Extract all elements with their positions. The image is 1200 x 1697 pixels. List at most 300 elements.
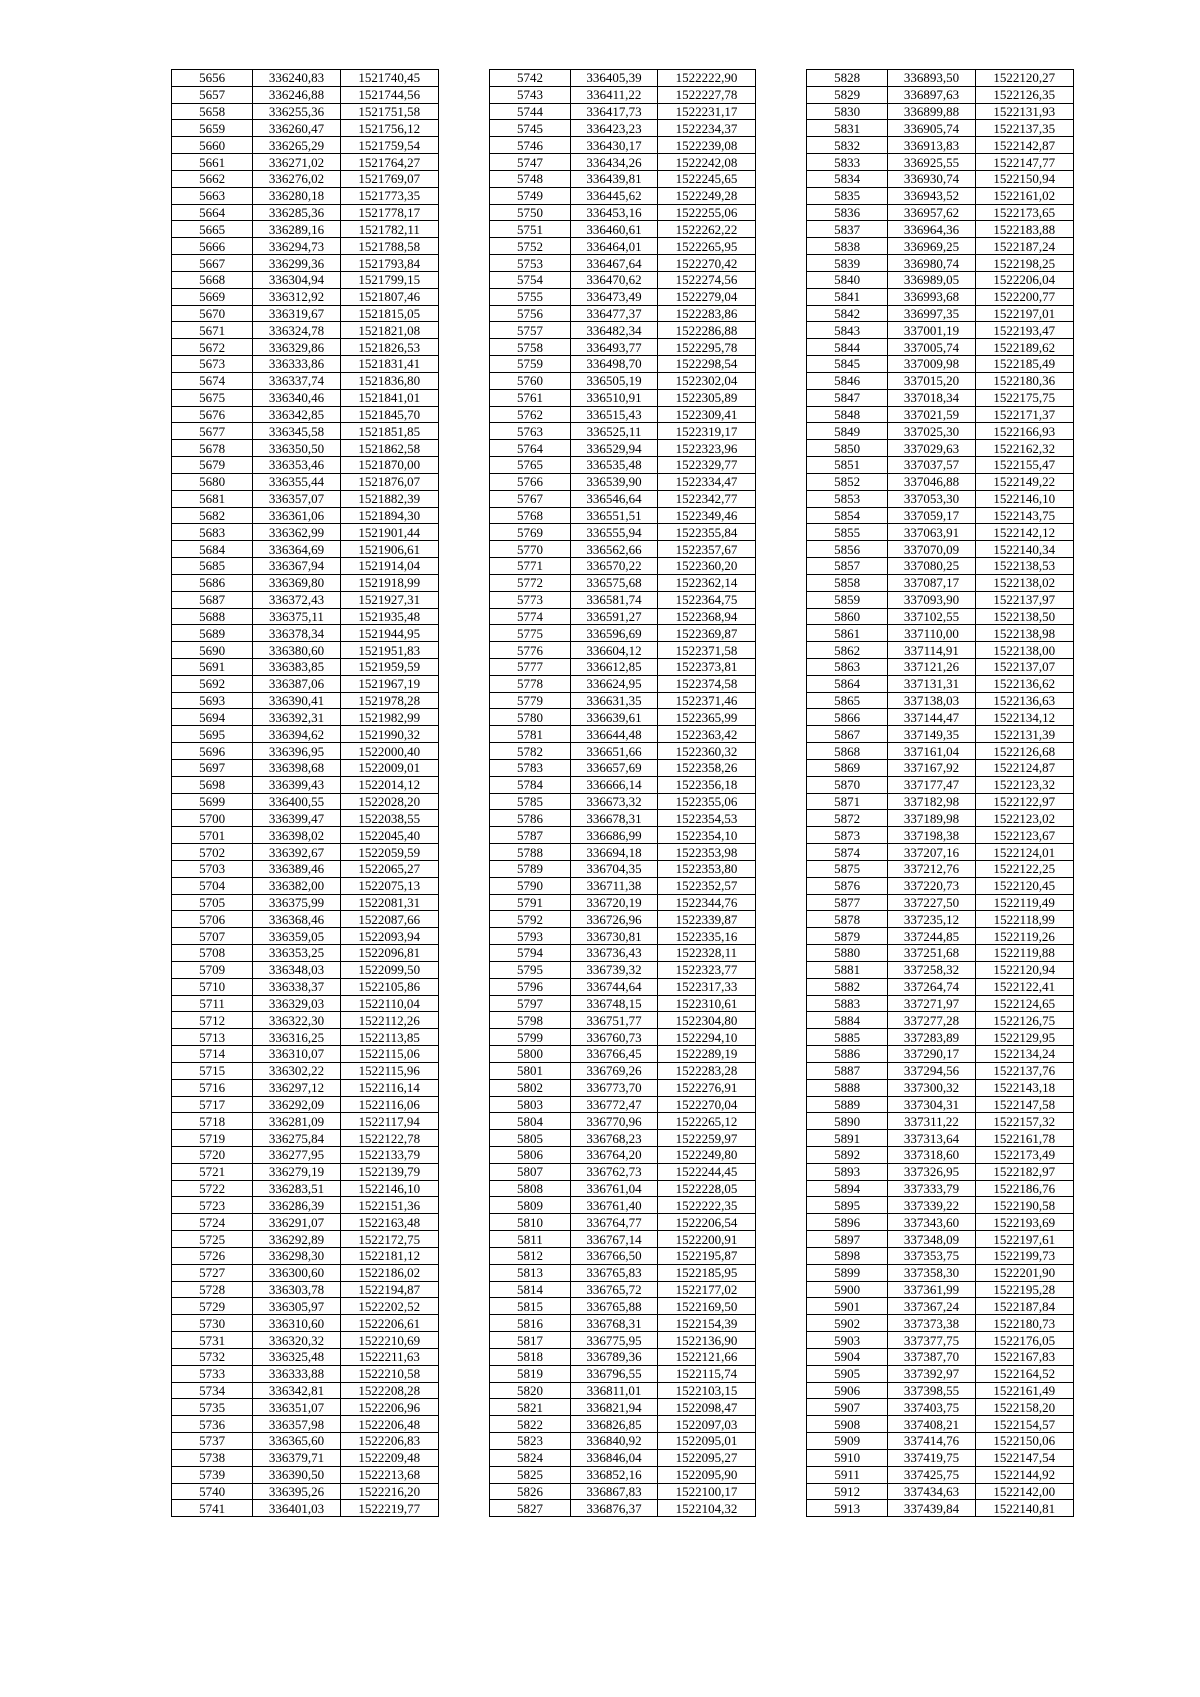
x-coordinate-cell: 337353,75 [888,1247,975,1264]
y-coordinate-cell: 1522117,94 [340,1113,438,1130]
y-coordinate-cell: 1522138,53 [975,558,1073,575]
table-row [490,1029,756,1046]
point-number-cell: 5750 [490,204,571,221]
x-coordinate-cell: 337087,17 [888,574,975,591]
x-coordinate-cell: 336345,58 [253,423,340,440]
x-coordinate-cell: 336493,77 [571,339,658,356]
x-coordinate-cell: 336390,50 [253,1466,340,1483]
point-number-cell: 5742 [490,70,571,87]
table-row [490,1264,756,1281]
table-row [807,625,1074,642]
table-row [807,1062,1074,1079]
x-coordinate-cell: 336467,64 [571,255,658,272]
point-number-cell: 5713 [172,1029,253,1046]
x-coordinate-cell: 336651,66 [571,743,658,760]
table-row [807,1399,1074,1416]
x-coordinate-cell: 336289,16 [253,221,340,238]
table-row [172,591,439,608]
y-coordinate-cell: 1522150,94 [975,170,1073,187]
x-coordinate-cell: 337361,99 [888,1281,975,1298]
x-coordinate-cell: 337177,47 [888,776,975,793]
y-coordinate-cell: 1522274,56 [658,271,756,288]
table-row [172,978,439,995]
table-row [172,221,439,238]
point-number-cell: 5785 [490,793,571,810]
table-row [807,1130,1074,1147]
x-coordinate-cell: 336460,61 [571,221,658,238]
x-coordinate-cell: 336852,16 [571,1466,658,1483]
point-number-cell: 5845 [807,356,888,373]
x-coordinate-cell: 337311,22 [888,1113,975,1130]
table-row [172,271,439,288]
table-row [172,1500,439,1517]
table-row [490,625,756,642]
table-row [490,1315,756,1332]
y-coordinate-cell: 1522304,80 [658,1012,756,1029]
table-row [490,1231,756,1248]
x-coordinate-cell: 337110,00 [888,625,975,642]
point-number-cell: 5685 [172,558,253,575]
x-coordinate-cell: 336342,81 [253,1382,340,1399]
point-number-cell: 5762 [490,406,571,423]
point-number-cell: 5813 [490,1264,571,1281]
point-number-cell: 5840 [807,271,888,288]
point-number-cell: 5823 [490,1433,571,1450]
table-body [807,70,1074,1517]
table-row [172,844,439,861]
point-number-cell: 5749 [490,187,571,204]
table-row [490,473,756,490]
y-coordinate-cell: 1522119,26 [975,928,1073,945]
y-coordinate-cell: 1522118,99 [975,911,1073,928]
y-coordinate-cell: 1522209,48 [340,1449,438,1466]
y-coordinate-cell: 1521773,35 [340,187,438,204]
y-coordinate-cell: 1522134,24 [975,1046,1073,1063]
x-coordinate-cell: 337377,75 [888,1332,975,1349]
x-coordinate-cell: 337408,21 [888,1416,975,1433]
table-row [807,945,1074,962]
x-coordinate-cell: 336369,80 [253,574,340,591]
table-row [172,776,439,793]
x-coordinate-cell: 336362,99 [253,524,340,541]
y-coordinate-cell: 1522075,13 [340,877,438,894]
table-row [807,473,1074,490]
table-row [807,356,1074,373]
y-coordinate-cell: 1522147,77 [975,154,1073,171]
y-coordinate-cell: 1522190,58 [975,1197,1073,1214]
table-row [490,423,756,440]
table-row [807,322,1074,339]
table-row [807,1382,1074,1399]
y-coordinate-cell: 1522360,20 [658,558,756,575]
point-number-cell: 5892 [807,1147,888,1164]
x-coordinate-cell: 337343,60 [888,1214,975,1231]
y-coordinate-cell: 1522162,32 [975,440,1073,457]
table-row [807,440,1074,457]
point-number-cell: 5812 [490,1247,571,1264]
y-coordinate-cell: 1522038,55 [340,810,438,827]
y-coordinate-cell: 1522138,00 [975,642,1073,659]
y-coordinate-cell: 1522028,20 [340,793,438,810]
x-coordinate-cell: 336666,14 [571,776,658,793]
table-row [172,204,439,221]
table-row [490,1449,756,1466]
point-number-cell: 5760 [490,372,571,389]
table-row [490,1399,756,1416]
point-number-cell: 5774 [490,608,571,625]
table-row [490,271,756,288]
y-coordinate-cell: 1522137,35 [975,120,1073,137]
y-coordinate-cell: 1522161,49 [975,1382,1073,1399]
x-coordinate-cell: 336276,02 [253,170,340,187]
table-row [490,120,756,137]
point-number-cell: 5715 [172,1062,253,1079]
table-row [490,187,756,204]
point-number-cell: 5831 [807,120,888,137]
y-coordinate-cell: 1522352,57 [658,877,756,894]
table-row [172,1130,439,1147]
x-coordinate-cell: 336302,22 [253,1062,340,1079]
table-row [490,1180,756,1197]
y-coordinate-cell: 1522197,61 [975,1231,1073,1248]
x-coordinate-cell: 336260,47 [253,120,340,137]
x-coordinate-cell: 336379,71 [253,1449,340,1466]
x-coordinate-cell: 336398,02 [253,827,340,844]
table-row [807,877,1074,894]
y-coordinate-cell: 1522151,36 [340,1197,438,1214]
table-row [807,1433,1074,1450]
x-coordinate-cell: 336789,36 [571,1348,658,1365]
x-coordinate-cell: 336840,92 [571,1433,658,1450]
x-coordinate-cell: 336453,16 [571,204,658,221]
table-row [490,339,756,356]
point-number-cell: 5861 [807,625,888,642]
table-row [807,1029,1074,1046]
point-number-cell: 5860 [807,608,888,625]
point-number-cell: 5842 [807,305,888,322]
y-coordinate-cell: 1522259,97 [658,1130,756,1147]
y-coordinate-cell: 1522186,02 [340,1264,438,1281]
x-coordinate-cell: 336751,77 [571,1012,658,1029]
point-number-cell: 5850 [807,440,888,457]
x-coordinate-cell: 336291,07 [253,1214,340,1231]
table-row [807,844,1074,861]
x-coordinate-cell: 336546,64 [571,490,658,507]
point-number-cell: 5786 [490,810,571,827]
x-coordinate-cell: 336304,94 [253,271,340,288]
y-coordinate-cell: 1522262,22 [658,221,756,238]
table-row [172,911,439,928]
y-coordinate-cell: 1522228,05 [658,1180,756,1197]
x-coordinate-cell: 336246,88 [253,86,340,103]
y-coordinate-cell: 1522356,18 [658,776,756,793]
y-coordinate-cell: 1522187,84 [975,1298,1073,1315]
x-coordinate-cell: 336764,20 [571,1147,658,1164]
table-row [807,793,1074,810]
point-number-cell: 5728 [172,1281,253,1298]
table-row [172,1298,439,1315]
y-coordinate-cell: 1522373,81 [658,658,756,675]
point-number-cell: 5858 [807,574,888,591]
point-number-cell: 5768 [490,507,571,524]
point-number-cell: 5708 [172,945,253,962]
y-coordinate-cell: 1522124,01 [975,844,1073,861]
y-coordinate-cell: 1521959,59 [340,658,438,675]
y-coordinate-cell: 1522210,58 [340,1365,438,1382]
table-row [490,1214,756,1231]
table-row [172,137,439,154]
y-coordinate-cell: 1522245,65 [658,170,756,187]
point-number-cell: 5787 [490,827,571,844]
table-row [172,1062,439,1079]
point-number-cell: 5714 [172,1046,253,1063]
point-number-cell: 5848 [807,406,888,423]
x-coordinate-cell: 337144,47 [888,709,975,726]
y-coordinate-cell: 1522112,26 [340,1012,438,1029]
x-coordinate-cell: 336720,19 [571,894,658,911]
table-row [172,658,439,675]
x-coordinate-cell: 336773,70 [571,1079,658,1096]
y-coordinate-cell: 1522131,39 [975,726,1073,743]
x-coordinate-cell: 336761,40 [571,1197,658,1214]
x-coordinate-cell: 336612,85 [571,658,658,675]
table-row [172,440,439,457]
y-coordinate-cell: 1522120,94 [975,961,1073,978]
y-coordinate-cell: 1521769,07 [340,170,438,187]
y-coordinate-cell: 1521927,31 [340,591,438,608]
x-coordinate-cell: 336325,48 [253,1348,340,1365]
x-coordinate-cell: 336292,09 [253,1096,340,1113]
point-number-cell: 5705 [172,894,253,911]
point-number-cell: 5754 [490,271,571,288]
x-coordinate-cell: 337439,84 [888,1500,975,1517]
table-row [807,187,1074,204]
table-row [490,507,756,524]
point-number-cell: 5834 [807,170,888,187]
x-coordinate-cell: 336340,46 [253,389,340,406]
x-coordinate-cell: 336739,32 [571,961,658,978]
table-row [807,743,1074,760]
y-coordinate-cell: 1521821,08 [340,322,438,339]
table-row [172,389,439,406]
y-coordinate-cell: 1521815,05 [340,305,438,322]
x-coordinate-cell: 336390,41 [253,692,340,709]
y-coordinate-cell: 1522368,94 [658,608,756,625]
table-row [807,978,1074,995]
point-number-cell: 5881 [807,961,888,978]
x-coordinate-cell: 337398,55 [888,1382,975,1399]
x-coordinate-cell: 336445,62 [571,187,658,204]
y-coordinate-cell: 1521967,19 [340,675,438,692]
point-number-cell: 5751 [490,221,571,238]
table-row [807,860,1074,877]
x-coordinate-cell: 336767,14 [571,1231,658,1248]
y-coordinate-cell: 1522176,05 [975,1332,1073,1349]
y-coordinate-cell: 1521876,07 [340,473,438,490]
table-row [172,1012,439,1029]
table-row [490,894,756,911]
x-coordinate-cell: 336417,73 [571,103,658,120]
point-number-cell: 5739 [172,1466,253,1483]
y-coordinate-cell: 1522349,46 [658,507,756,524]
table-row [172,692,439,709]
table-row [172,1365,439,1382]
point-number-cell: 5690 [172,642,253,659]
x-coordinate-cell: 336383,85 [253,658,340,675]
point-number-cell: 5729 [172,1298,253,1315]
point-number-cell: 5745 [490,120,571,137]
point-number-cell: 5696 [172,743,253,760]
y-coordinate-cell: 1522294,10 [658,1029,756,1046]
x-coordinate-cell: 336382,00 [253,877,340,894]
x-coordinate-cell: 337227,50 [888,894,975,911]
y-coordinate-cell: 1522137,97 [975,591,1073,608]
table-row [807,726,1074,743]
x-coordinate-cell: 337138,03 [888,692,975,709]
table-row [807,86,1074,103]
table-row [807,1163,1074,1180]
y-coordinate-cell: 1522149,22 [975,473,1073,490]
x-coordinate-cell: 336515,43 [571,406,658,423]
point-number-cell: 5658 [172,103,253,120]
y-coordinate-cell: 1522210,69 [340,1332,438,1349]
y-coordinate-cell: 1521870,00 [340,457,438,474]
point-number-cell: 5877 [807,894,888,911]
y-coordinate-cell: 1522124,65 [975,995,1073,1012]
x-coordinate-cell: 337358,30 [888,1264,975,1281]
x-coordinate-cell: 336551,51 [571,507,658,524]
table-row [490,372,756,389]
table-row [490,1147,756,1164]
point-number-cell: 5682 [172,507,253,524]
x-coordinate-cell: 336591,27 [571,608,658,625]
point-number-cell: 5856 [807,541,888,558]
x-coordinate-cell: 337025,30 [888,423,975,440]
y-coordinate-cell: 1522342,77 [658,490,756,507]
x-coordinate-cell: 336905,74 [888,120,975,137]
x-coordinate-cell: 336596,69 [571,625,658,642]
point-number-cell: 5844 [807,339,888,356]
table-row [807,103,1074,120]
point-number-cell: 5710 [172,978,253,995]
x-coordinate-cell: 336357,98 [253,1416,340,1433]
point-number-cell: 5678 [172,440,253,457]
table-row [807,1416,1074,1433]
x-coordinate-cell: 336505,19 [571,372,658,389]
x-coordinate-cell: 336539,90 [571,473,658,490]
y-coordinate-cell: 1522158,20 [975,1399,1073,1416]
x-coordinate-cell: 337318,60 [888,1147,975,1164]
table-row [807,1264,1074,1281]
y-coordinate-cell: 1521845,70 [340,406,438,423]
coordinates-table-2 [489,69,756,1517]
x-coordinate-cell: 336300,60 [253,1264,340,1281]
x-coordinate-cell: 337392,97 [888,1365,975,1382]
x-coordinate-cell: 336399,47 [253,810,340,827]
table-row [172,1399,439,1416]
x-coordinate-cell: 336876,37 [571,1500,658,1517]
point-number-cell: 5677 [172,423,253,440]
y-coordinate-cell: 1521882,39 [340,490,438,507]
y-coordinate-cell: 1522183,88 [975,221,1073,238]
y-coordinate-cell: 1522154,57 [975,1416,1073,1433]
point-number-cell: 5853 [807,490,888,507]
point-number-cell: 5709 [172,961,253,978]
x-coordinate-cell: 336477,37 [571,305,658,322]
x-coordinate-cell: 337207,16 [888,844,975,861]
x-coordinate-cell: 336686,99 [571,827,658,844]
x-coordinate-cell: 336400,55 [253,793,340,810]
y-coordinate-cell: 1522334,47 [658,473,756,490]
point-number-cell: 5901 [807,1298,888,1315]
y-coordinate-cell: 1522363,42 [658,726,756,743]
y-coordinate-cell: 1522194,87 [340,1281,438,1298]
table-row [807,642,1074,659]
x-coordinate-cell: 336396,95 [253,743,340,760]
table-row [172,103,439,120]
x-coordinate-cell: 336359,05 [253,928,340,945]
x-coordinate-cell: 336439,81 [571,170,658,187]
table-row [490,928,756,945]
x-coordinate-cell: 336826,85 [571,1416,658,1433]
point-number-cell: 5764 [490,440,571,457]
point-number-cell: 5898 [807,1247,888,1264]
y-coordinate-cell: 1522197,01 [975,305,1073,322]
point-number-cell: 5684 [172,541,253,558]
x-coordinate-cell: 336350,50 [253,440,340,457]
x-coordinate-cell: 337114,91 [888,642,975,659]
table-row [172,1416,439,1433]
y-coordinate-cell: 1521901,44 [340,524,438,541]
y-coordinate-cell: 1522270,42 [658,255,756,272]
y-coordinate-cell: 1521831,41 [340,356,438,373]
y-coordinate-cell: 1522369,87 [658,625,756,642]
point-number-cell: 5664 [172,204,253,221]
x-coordinate-cell: 336657,69 [571,759,658,776]
point-number-cell: 5911 [807,1466,888,1483]
point-number-cell: 5727 [172,1264,253,1281]
point-number-cell: 5753 [490,255,571,272]
point-number-cell: 5889 [807,1096,888,1113]
table-row [172,608,439,625]
x-coordinate-cell: 337009,98 [888,356,975,373]
point-number-cell: 5665 [172,221,253,238]
table-row [172,238,439,255]
point-number-cell: 5725 [172,1231,253,1248]
x-coordinate-cell: 336333,88 [253,1365,340,1382]
y-coordinate-cell: 1522161,78 [975,1130,1073,1147]
x-coordinate-cell: 336762,73 [571,1163,658,1180]
table-row [490,1079,756,1096]
table-row [807,894,1074,911]
x-coordinate-cell: 336562,66 [571,541,658,558]
x-coordinate-cell: 337005,74 [888,339,975,356]
x-coordinate-cell: 336989,05 [888,271,975,288]
table-row [490,1332,756,1349]
point-number-cell: 5780 [490,709,571,726]
table-row [172,473,439,490]
table-row [172,709,439,726]
x-coordinate-cell: 336337,74 [253,372,340,389]
point-number-cell: 5821 [490,1399,571,1416]
table-row [490,221,756,238]
y-coordinate-cell: 1521990,32 [340,726,438,743]
point-number-cell: 5694 [172,709,253,726]
y-coordinate-cell: 1522172,75 [340,1231,438,1248]
x-coordinate-cell: 336275,84 [253,1130,340,1147]
y-coordinate-cell: 1522177,02 [658,1281,756,1298]
y-coordinate-cell: 1522115,74 [658,1365,756,1382]
